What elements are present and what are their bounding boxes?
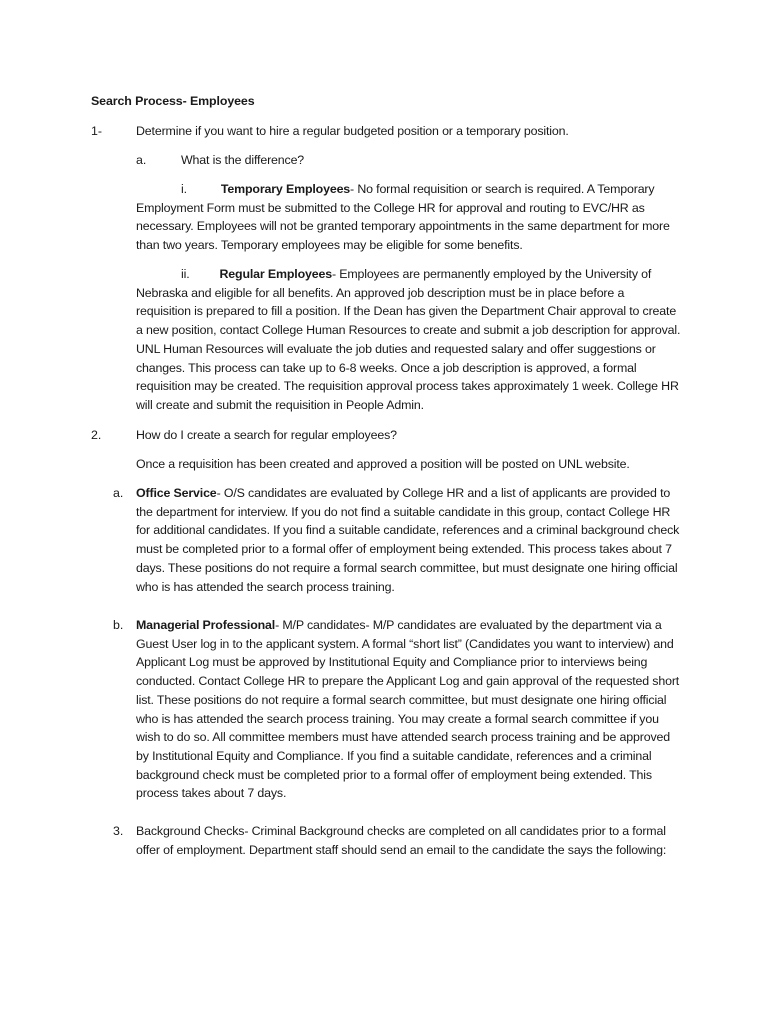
managerial-professional-heading: Managerial Professional: [136, 618, 276, 632]
regular-employees-heading: Regular Employees: [219, 267, 332, 281]
item-3-marker: 3.: [113, 824, 124, 838]
item-3-text: Background Checks- Criminal Background checks are completed on all candidates prior to a formal offer of employment. Department staff should send an email to the candidate the says the following:: [136, 824, 667, 857]
paragraph-regular-employees: [136, 265, 681, 415]
paragraph-managerial-professional: [136, 616, 681, 803]
item-ii-marker: ii.: [181, 267, 190, 281]
office-service-heading: Office Service: [136, 486, 217, 500]
paragraph-temporary-employees: [136, 180, 681, 255]
item-2a-marker: a.: [113, 486, 124, 500]
item-2-marker: 2.: [91, 428, 102, 442]
item-1a-marker: a.: [136, 153, 147, 167]
item-1-text: Determine if you want to hire a regular budgeted position or a temporary position.: [136, 124, 569, 138]
managerial-professional-text: - M/P candidates- M/P candidates are evaluated by the department via a Guest User log in to the applicant system. A formal “short list” (Candidates you want to interview) and Applicant Log must be approved by Institutional Equity and Compliance prior to interviews being conducted. Contact College HR to prepare the Applicant Log and gain approval of the requested short list. These positions do not require a formal search committee, but must designate one hiring official who is has attended the search process training. You may create a formal search committee if you wish to do so. All committee members must have attended search process training and be approved by Institutional Equity and Compliance. If you find a suitable candidate, references and a criminal background check must be completed prior to a formal offer of employment being extended. This process takes about 7 days.: [136, 618, 680, 801]
regular-employees-text: - Employees are permanently employed by the University of Nebraska and eligible for all benefits. An approved job description must be in place before a requisition is prepared to fill a position. If the Dean has given the Department Chair approval to create a new position, contact College Human Resources to create and submit a job description for approval. UNL Human Resources will evaluate the job duties and requested salary and offer suggestions or changes. This process can take up to 6-8 weeks. Once a job description is approved, a formal requisition may be created. The requisition approval process takes approximately 1 week. College HR will create and submit the requisition in People Admin.: [136, 267, 681, 412]
office-service-text: - O/S candidates are evaluated by College HR and a list of applicants are provided to the department for interview. If you do not find a suitable candidate in this group, contact College HR for additional candidates. If you find a suitable candidate, references and a criminal background check must be completed prior to a formal offer of employment being extended. This process takes about 7 days. These positions do not require a formal search committee, but must designate one hiring official who is has attended the search process training.: [136, 486, 680, 594]
temporary-employees-text: - No formal requisition or search is required. A Temporary Employment Form must be submitted to the College HR for approval and routing to EVC/HR as necessary. Employees will not be granted temporary appointments in the same department for more than two years. Temporary employees may be eligible for some benefits.: [136, 182, 670, 253]
item-2-text: How do I create a search for regular employees?: [136, 428, 397, 442]
item-1-marker: 1-: [91, 124, 103, 138]
item-2-subtext: Once a requisition has been created and approved a position will be posted on UNL website.: [136, 457, 630, 471]
item-i-marker: i.: [181, 182, 187, 196]
document-title: Search Process- Employees: [91, 94, 255, 108]
temporary-employees-heading: Temporary Employees: [220, 182, 351, 196]
item-1a-text: What is the difference?: [181, 153, 305, 167]
item-2b-marker: b.: [113, 618, 124, 632]
paragraph-office-service: [136, 484, 681, 596]
